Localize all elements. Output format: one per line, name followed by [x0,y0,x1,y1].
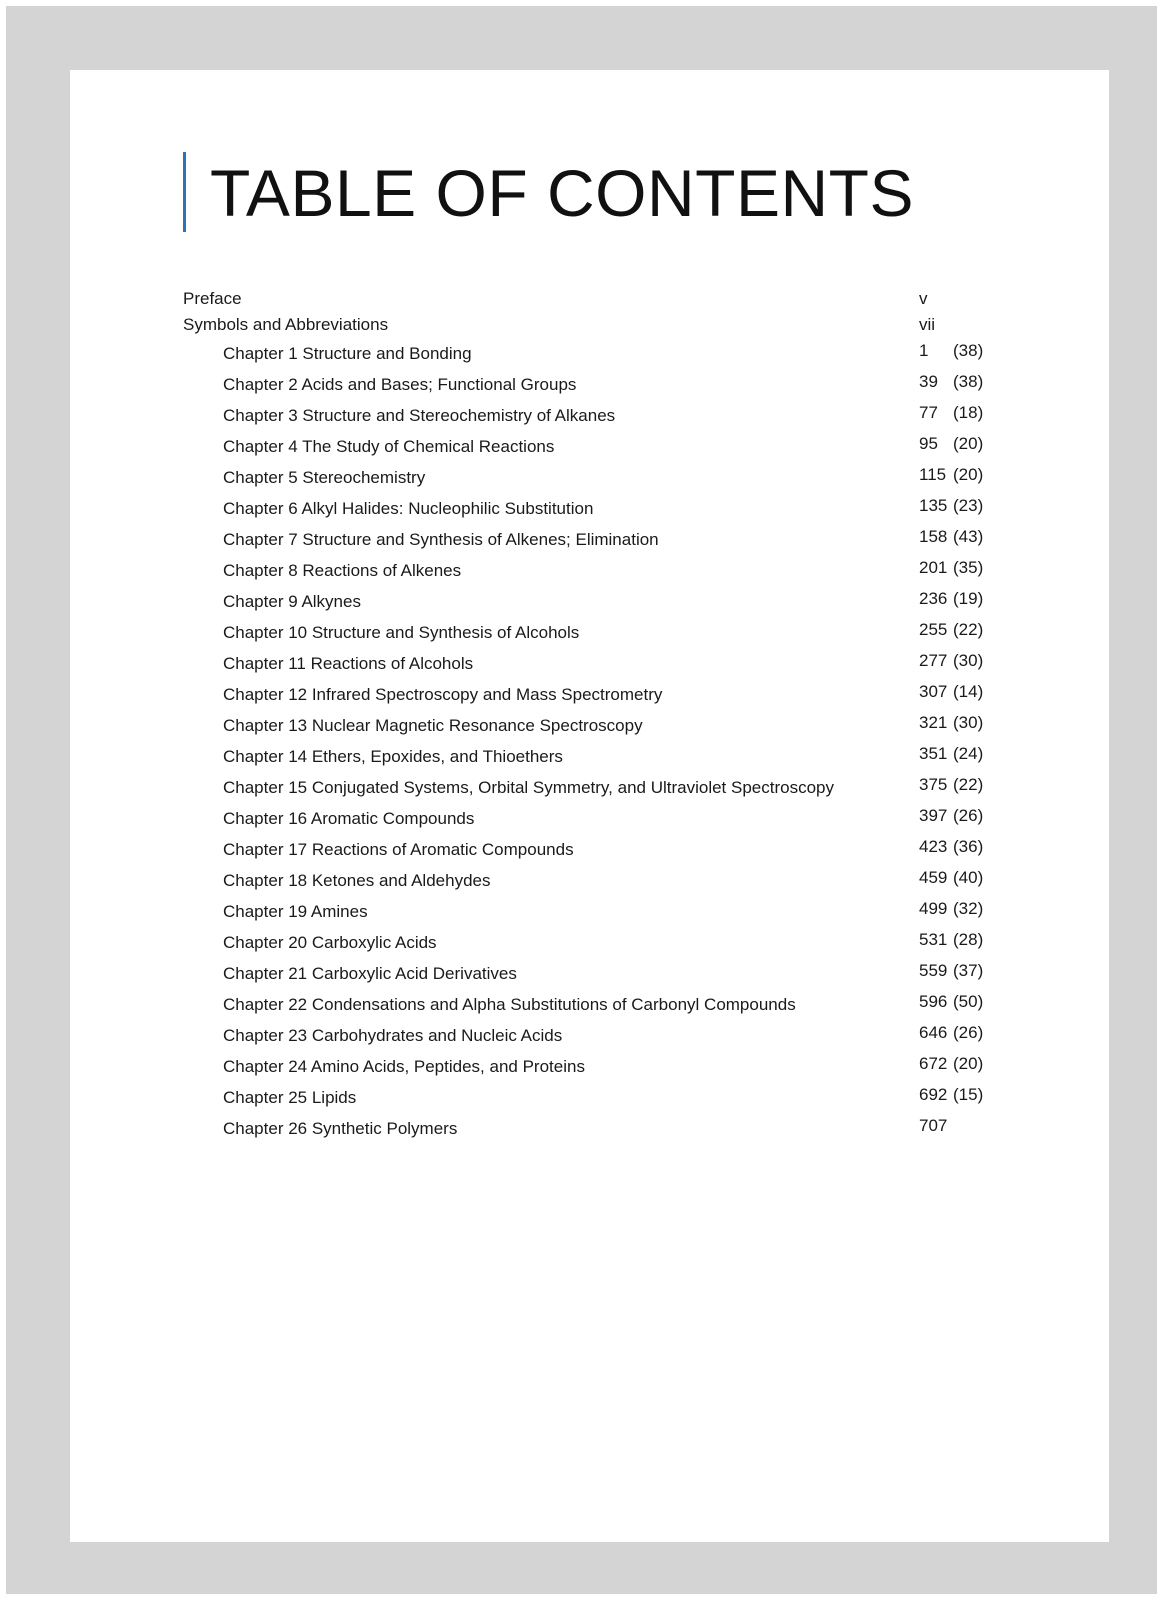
toc-chapter-row[interactable] [183,1113,1003,1144]
toc-page-number: 95 [919,434,938,453]
toc-page-count: (22) [953,775,984,794]
toc-page-number: 559 [919,961,948,980]
toc-entry-label: Chapter 4 The Study of Chemical Reactions [223,437,555,456]
toc-page-number: 459 [919,868,948,887]
toc-page-number: 77 [919,403,938,422]
toc-page-count: (24) [953,744,984,763]
toc-page-number: 531 [919,930,948,949]
toc-page-count: (15) [953,1085,984,1104]
toc-entry-label: Chapter 24 Amino Acids, Peptides, and Proteins [223,1057,585,1076]
toc-chapter-row[interactable] [183,679,1003,710]
toc-page-number: 423 [919,837,948,856]
toc-chapter-row[interactable] [183,896,1003,927]
toc-page-count: (37) [953,961,984,980]
toc-page-number: 1 [919,341,929,360]
toc-entry-label: Chapter 2 Acids and Bases; Functional Groups [223,375,577,394]
toc-chapter-row[interactable] [183,400,1003,431]
toc-chapter-row[interactable] [183,586,1003,617]
toc-entry-label: Chapter 8 Reactions of Alkenes [223,561,462,580]
toc-page-count: (19) [953,589,984,608]
toc-page-count: (30) [953,651,984,670]
toc-page-number: 307 [919,682,948,701]
toc-entry-label: Chapter 12 Infrared Spectroscopy and Mass Spectrometry [223,685,663,704]
toc-entry-label: Chapter 14 Ethers, Epoxides, and Thioethers [223,747,563,766]
toc-entry-label: Chapter 7 Structure and Synthesis of Alkenes; Elimination [223,530,659,549]
toc-entry-label: Chapter 19 Amines [223,902,368,921]
toc-entry-label: Chapter 13 Nuclear Magnetic Resonance Spectroscopy [223,716,643,735]
toc-chapter-row[interactable] [183,431,1003,462]
toc-entry-label: Chapter 26 Synthetic Polymers [223,1119,458,1138]
toc-page-number: 672 [919,1054,948,1073]
toc-page-count: (20) [953,434,984,453]
toc-page-count: (43) [953,527,984,546]
toc-front-matter-row[interactable] [183,312,1003,338]
toc-page-number: 39 [919,372,938,391]
toc-entry-label: Chapter 22 Condensations and Alpha Substitutions of Carbonyl Compounds [223,995,796,1014]
toc-page-count: (30) [953,713,984,732]
toc-page-count: (14) [953,682,984,701]
toc-entry-label: Chapter 3 Structure and Stereochemistry of Alkanes [223,406,616,425]
toc-page-count: (32) [953,899,984,918]
toc-page-number: 692 [919,1085,948,1104]
toc-page-count: (40) [953,868,984,887]
toc-chapter-row[interactable] [183,772,1003,803]
page-frame [6,6,1157,1594]
toc-page-number: 596 [919,992,948,1011]
toc-chapter-row[interactable] [183,648,1003,679]
toc-page-number: v [919,289,928,308]
toc-chapter-row[interactable] [183,1020,1003,1051]
toc-entry-label: Chapter 25 Lipids [223,1088,357,1107]
toc-entry-label: Chapter 10 Structure and Synthesis of Alcohols [223,623,580,642]
toc-page-count: (22) [953,620,984,639]
toc-chapter-row[interactable] [183,927,1003,958]
title-accent-bar [183,152,186,232]
toc-entry-label: Chapter 23 Carbohydrates and Nucleic Acids [223,1026,563,1045]
toc-front-matter-row[interactable] [183,286,1003,312]
toc-chapter-row[interactable] [183,524,1003,555]
toc-page-count: (36) [953,837,984,856]
toc-page-count: (35) [953,558,984,577]
toc-entry-label: Chapter 9 Alkynes [223,592,361,611]
toc-page-count: (28) [953,930,984,949]
toc-entry-label: Chapter 5 Stereochemistry [223,468,426,487]
toc-page-count: (20) [953,1054,984,1073]
toc-page-number: 135 [919,496,948,515]
toc-entry-label: Chapter 16 Aromatic Compounds [223,809,475,828]
toc-entry-label: Chapter 11 Reactions of Alcohols [223,654,474,673]
toc-page-count: (20) [953,465,984,484]
table-of-contents [183,286,1003,1144]
toc-chapter-row[interactable] [183,710,1003,741]
toc-page-number: 236 [919,589,948,608]
toc-entry-label: Preface [183,289,242,308]
toc-page-number: 277 [919,651,948,670]
toc-page-number: vii [919,315,936,334]
toc-chapter-row[interactable] [183,462,1003,493]
toc-entry-label: Chapter 15 Conjugated Systems, Orbital Symmetry, and Ultraviolet Spectroscopy [223,778,835,797]
toc-entry-label: Chapter 21 Carboxylic Acid Derivatives [223,964,517,983]
toc-page-count: (38) [953,372,984,391]
toc-entry-label: Chapter 20 Carboxylic Acids [223,933,437,952]
toc-page-number: 115 [919,465,947,484]
toc-page-count: (26) [953,1023,984,1042]
toc-chapter-row[interactable] [183,369,1003,400]
toc-chapter-row[interactable] [183,493,1003,524]
toc-page-number: 255 [919,620,948,639]
toc-page-number: 397 [919,806,948,825]
toc-page-count: (23) [953,496,984,515]
toc-page-count: (50) [953,992,984,1011]
toc-chapter-row[interactable] [183,834,1003,865]
toc-chapter-row[interactable] [183,1051,1003,1082]
toc-chapter-row[interactable] [183,803,1003,834]
toc-chapter-row[interactable] [183,958,1003,989]
toc-entry-label: Chapter 1 Structure and Bonding [223,344,472,363]
toc-chapter-row[interactable] [183,989,1003,1020]
toc-page-number: 351 [919,744,948,763]
toc-chapter-row[interactable] [183,555,1003,586]
toc-page-count: (26) [953,806,984,825]
toc-chapter-row[interactable] [183,741,1003,772]
page-title: TABLE OF CONTENTS [210,156,915,230]
toc-chapter-row[interactable] [183,1082,1003,1113]
toc-page-number: 707 [919,1116,948,1135]
toc-page-count: (18) [953,403,984,422]
toc-page-number: 158 [919,527,948,546]
toc-page-number: 375 [919,775,948,794]
toc-page-number: 646 [919,1023,948,1042]
toc-entry-label: Symbols and Abbreviations [183,315,389,334]
toc-page-number: 321 [919,713,948,732]
toc-entry-label: Chapter 18 Ketones and Aldehydes [223,871,491,890]
document-page [70,70,1109,1542]
toc-entry-label: Chapter 17 Reactions of Aromatic Compounds [223,840,574,859]
toc-page-number: 201 [919,558,948,577]
toc-chapter-row[interactable] [183,617,1003,648]
toc-page-count: (38) [953,341,984,360]
toc-page-number: 499 [919,899,948,918]
toc-entry-label: Chapter 6 Alkyl Halides: Nucleophilic Substitution [223,499,594,518]
toc-chapter-row[interactable] [183,865,1003,896]
toc-chapter-row[interactable] [183,338,1003,369]
